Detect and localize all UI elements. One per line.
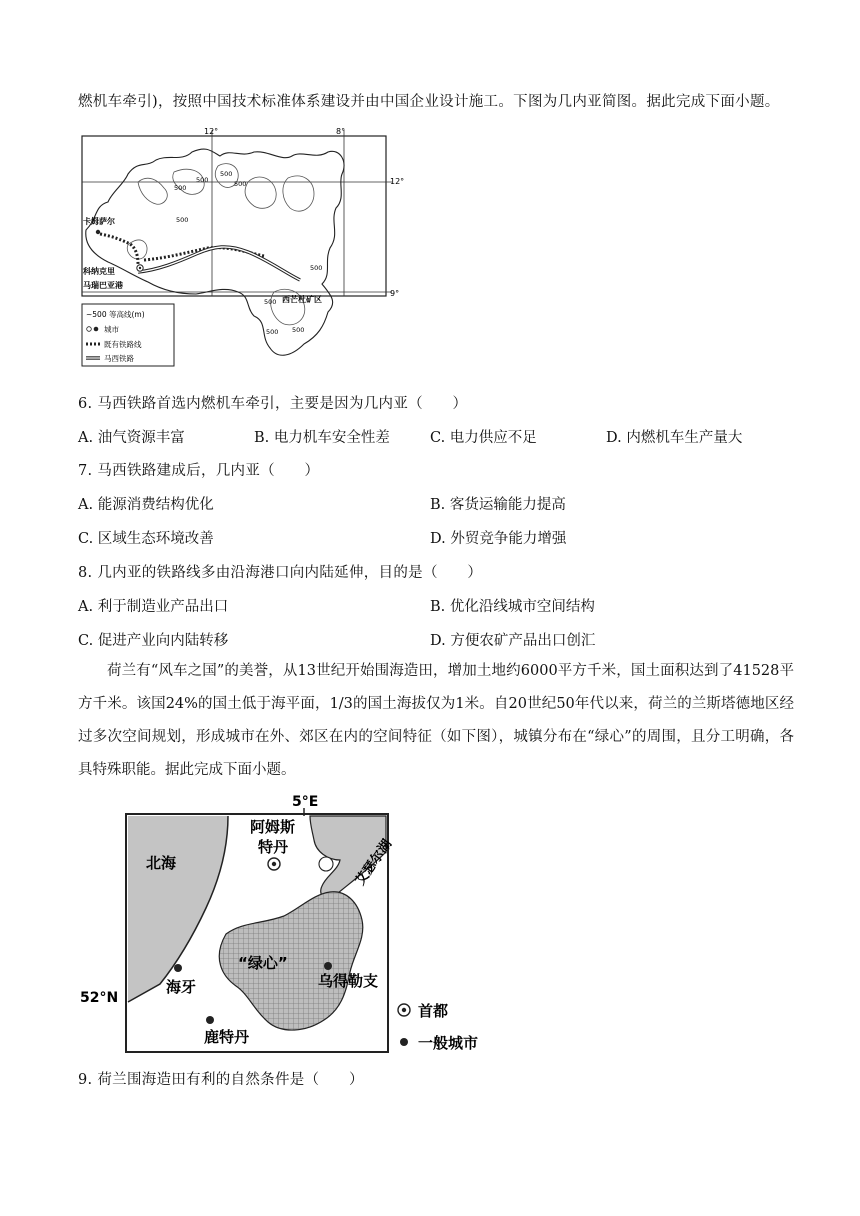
q8-option-c[interactable]: C. 促进产业向内陆转移 (78, 633, 229, 649)
netherlands-passage: 荷兰有“风车之国”的美誉，从13世纪开始围海造田，增加土地约6000平方千米，国土面积达到了41528平方千米。该国24%的国土低于海平面，1/3的国土海拔仅为1米。自20世纪50年代以来，荷兰的兰斯塔德地区经过多次空间规划，形成城市在外、郊区在内的空间特征（如下图），城镇分布在“绿心”的周围，且分工明确，各具特殊职能。据此完成下面小题。 (78, 663, 794, 778)
q8-option-d[interactable]: D. 方便农矿产品出口创汇 (430, 633, 596, 649)
q6-option-a[interactable]: A. 油气资源丰富 (78, 430, 185, 446)
legend-capital: 首都 (418, 1002, 449, 1020)
hague-city-icon (174, 964, 182, 972)
hague-label: 海牙 (166, 978, 197, 996)
lon-label-12: 12° (204, 127, 219, 136)
rotterdam-city-icon (206, 1016, 214, 1024)
lat-label: 52°N (80, 990, 119, 1006)
contour-label: 500 (292, 326, 305, 334)
randstad-map (78, 788, 498, 1058)
guinea-map (78, 122, 418, 372)
maxi-railway (138, 247, 300, 280)
utrecht-city-icon (324, 962, 332, 970)
contour-label: 500 (176, 216, 189, 224)
lake-label: 艾瑟尔湖 (352, 837, 396, 889)
legend-city: 城市 (104, 325, 119, 334)
q7-option-b[interactable]: B. 客货运输能力提高 (430, 497, 566, 513)
contour-label: 500 (310, 264, 323, 272)
contour-label: 500 (220, 170, 233, 178)
q6-option-c[interactable]: C. 电力供应不足 (430, 430, 537, 446)
utrecht-label: 乌得勒支 (318, 972, 379, 990)
q8-stem: 8. 几内亚的铁路线多由沿海港口向内陆延伸，目的是（ ） (78, 565, 483, 581)
existing-railway (100, 234, 138, 264)
q8-option-a[interactable]: A. 利于制造业产品出口 (78, 599, 229, 615)
legend-contour: ~500 等高线(m) (86, 310, 145, 319)
legend-city: 一般城市 (418, 1034, 479, 1052)
q6-stem: 6. 马西铁路首选内燃机车牵引，主要是因为几内亚（ ） (78, 396, 468, 412)
lat-label-12: 12° (390, 177, 405, 186)
q6-option-d[interactable]: D. 内燃机车生产量大 (606, 430, 743, 446)
q7-option-d[interactable]: D. 外贸竞争能力增强 (430, 531, 567, 547)
q7-stem: 7. 马西铁路建成后，几内亚（ ） (78, 463, 320, 479)
legend-maxi-rail: 马西铁路 (104, 354, 134, 363)
lon-label: 5°E (292, 794, 319, 810)
q6-option-b[interactable]: B. 电力机车安全性差 (254, 430, 390, 446)
contour-label: 500 (266, 328, 279, 336)
q7-option-c[interactable]: C. 区域生态环境改善 (78, 531, 214, 547)
conakry-label: 科纳克里 (83, 267, 115, 276)
contour-label: 500 (264, 298, 277, 306)
kamsar-label: 卡姆萨尔 (83, 217, 115, 226)
q8-option-b[interactable]: B. 优化沿线城市空间结构 (430, 599, 595, 615)
contour-label: 500 (234, 180, 247, 188)
rotterdam-label: 鹿特丹 (204, 1028, 250, 1046)
contour-label: 500 (174, 184, 187, 192)
green-heart-label: “绿心” (238, 954, 288, 972)
port-label: 马瑞巴亚港 (83, 281, 123, 290)
lon-label-8: 8° (336, 127, 346, 136)
kamsar-city-icon (96, 230, 100, 234)
sea-label: 北海 (146, 854, 177, 872)
intro-text: 燃机车牵引)，按照中国技术标准体系建设并由中国企业设计施工。下图为几内亚简图。据此完成下面小题。 (78, 94, 780, 110)
legend-existing-rail: 既有铁路线 (104, 340, 142, 349)
amsterdam-label-2: 特丹 (258, 838, 289, 856)
q7-option-a[interactable]: A. 能源消费结构优化 (78, 497, 214, 513)
lat-label-9: 9° (390, 289, 400, 298)
contour-label: 500 (196, 176, 209, 184)
q9-stem: 9. 荷兰围海造田有利的自然条件是（ ） (78, 1072, 364, 1088)
amsterdam-label-1: 阿姆斯 (250, 818, 296, 836)
mine-label: 西芒杜矿区 (282, 295, 322, 304)
